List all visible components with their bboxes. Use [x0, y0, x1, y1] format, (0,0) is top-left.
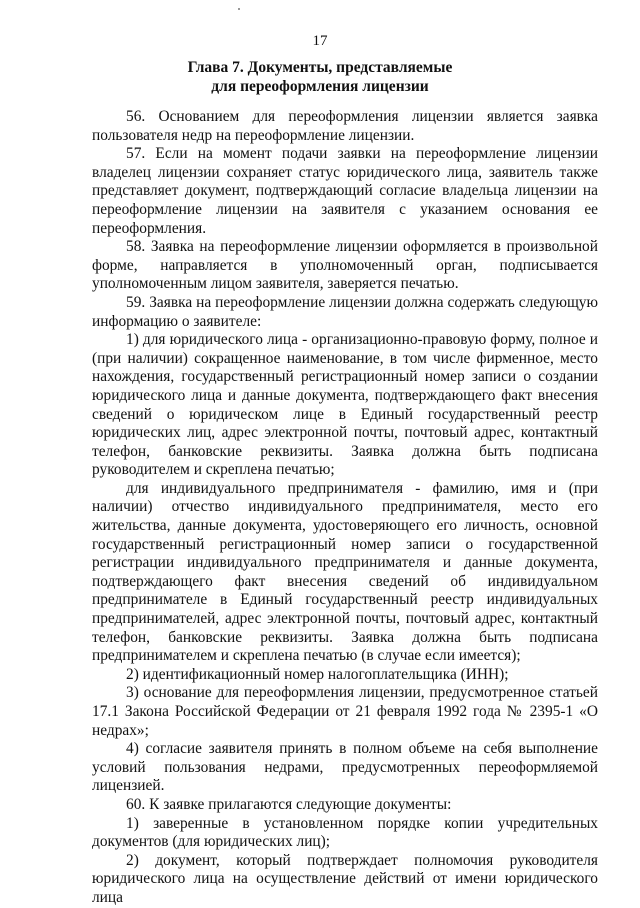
paragraph-59-item-3: 3) основание для переоформления лицензии, предусмотренное статьей 17.1 Закона Российской Федерации от 21 февраля 1992 года № 2395-1 «О недрах»;	[92, 684, 598, 739]
paragraph-60-item-2: 2) документ, который подтверждает полномочия руководителя юридического лица на осуществление действий от имени юридического лица	[92, 851, 598, 906]
chapter-heading	[0, 58, 640, 96]
paragraph-57: 57. Если на момент подачи заявки на переоформление лицензии владелец лицензии сохраняет статус юридического лица, заявитель также представляет документ, подтверждающий согласие владельца лицензии на переоформление лицензии на заявителя с указанием основания ее переоформления.	[92, 145, 598, 237]
document-body	[92, 108, 598, 908]
paragraph-59-item-2: 2) идентификационный номер налогоплательщика (ИНН);	[126, 665, 509, 683]
paragraph-59-item-1-entrepreneur: для индивидуального предпринимателя - фамилию, имя и (при наличии) отчество индивидуального предпринимателя, место его жительства, данные документа, удостоверяющего его личность, основной государственный регистрационный номер записи о государственной регистрации индивидуального предпринимателя и данные документа, подтверждающего факт внесения сведений об индивидуальном предпринимателе в Единый государственный реестр индивидуальных предпринимателей, адрес электронной почты, почтовый адрес, контактный телефон, банковские реквизиты. Заявка должна быть подписана предпринимателем и скреплена печатью (в случае если имеется);	[92, 479, 598, 665]
page-number: 17	[312, 33, 328, 49]
paragraph-56: 56. Основанием для переоформления лицензии является заявка пользователя недр на переоформление лицензии.	[92, 108, 598, 144]
chapter-heading-line-2: для переоформления лицензии	[211, 78, 429, 95]
scan-speck	[238, 8, 240, 10]
paragraph-60-item-1: 1) заверенные в установленном порядке копии учредительных документов (для юридических лиц);	[92, 814, 598, 851]
paragraph-58: 58. Заявка на переоформление лицензии оформляется в произвольной форме, направляется в уполномоченный орган, подписывается уполномоченным лицом заявителя, заверяется печатью.	[92, 238, 598, 293]
paragraph-59-item-1-legal-entity: 1) для юридического лица - организационно-правовую форму, полное и (при наличии) сокращенное наименование, в том числе фирменное, место нахождения, государственный регистрационный номер записи о создании юридического лица и данные документа, подтверждающего факт внесения сведений о юридическом лице в Единый государственный реестр юридических лиц, адрес электронной почты, почтовый адрес, контактный телефон, банковские реквизиты. Заявка должна быть подписана руководителем и скреплена печатью;	[92, 331, 598, 479]
chapter-heading-line-1: Глава 7. Документы, представляемые	[187, 59, 453, 76]
paragraph-60: 60. К заявке прилагаются следующие документы:	[126, 795, 452, 813]
paragraph-59: 59. Заявка на переоформление лицензии должна содержать следующую информацию о заявителе:	[92, 293, 598, 330]
paragraph-59-item-4: 4) согласие заявителя принять в полном объеме на себя выполнение условий пользования недрами, предусмотренных переоформляемой лицензией.	[92, 740, 598, 795]
